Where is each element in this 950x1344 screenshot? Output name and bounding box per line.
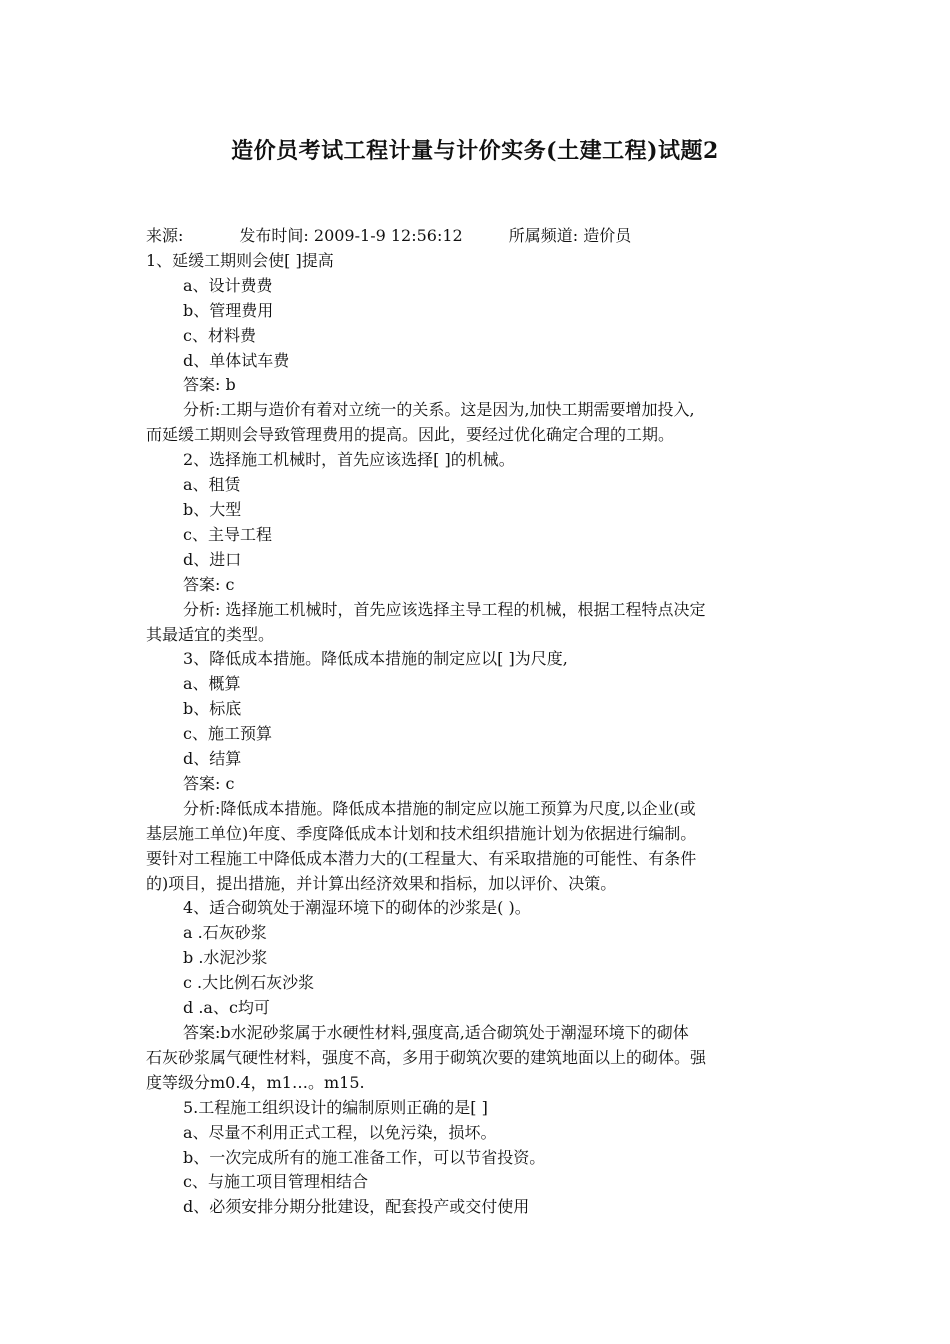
text-line: b .水泥沙浆 bbox=[183, 948, 268, 968]
text-line: 要针对工程施工中降低成本潜力大的(工程量大、有采取措施的可能性、有条件 bbox=[146, 848, 697, 868]
text-line: a、租赁 bbox=[183, 475, 241, 495]
text-line: a、尽量不利用正式工程，以免污染，损坏。 bbox=[183, 1122, 497, 1142]
text-line: a、概算 bbox=[183, 674, 241, 694]
text-line: 分析:工期与造价有着对立统一的关系。这是因为,加快工期需要增加投入, bbox=[183, 400, 695, 420]
text-line: 答案: c bbox=[183, 574, 235, 594]
text-line: c、施工预算 bbox=[183, 724, 272, 744]
question-list bbox=[146, 249, 810, 1220]
text-line: d、必须安排分期分批建设，配套投产或交付使用 bbox=[183, 1197, 530, 1217]
meta-published: 发布时间: 2009-1-9 12:56:12 bbox=[239, 226, 463, 245]
text-line: d、单体试车费 bbox=[183, 350, 290, 370]
meta-line bbox=[146, 224, 810, 249]
text-line: 答案: c bbox=[183, 773, 235, 793]
text-line: c、主导工程 bbox=[183, 524, 272, 544]
text-line: 4、适合砌筑处于潮湿环境下的砌体的沙浆是( )。 bbox=[183, 898, 531, 918]
text-line: a、设计费费 bbox=[183, 275, 273, 295]
text-line: d .a、c均可 bbox=[183, 998, 270, 1018]
text-line: d、进口 bbox=[183, 549, 242, 569]
text-line: a .石灰砂浆 bbox=[183, 923, 267, 943]
text-line: 基层施工单位)年度、季度降低成本计划和技术组织措施计划为依据进行编制。 bbox=[146, 823, 697, 843]
text-line: b、标底 bbox=[183, 699, 242, 719]
text-line: b、一次完成所有的施工准备工作，可以节省投资。 bbox=[183, 1147, 546, 1167]
meta-source: 来源: bbox=[146, 226, 184, 245]
text-line: 而延缓工期则会导致管理费用的提高。因此，要经过优化确定合理的工期。 bbox=[146, 425, 675, 445]
text-line: 分析:降低成本措施。降低成本措施的制定应以施工预算为尺度,以企业(或 bbox=[183, 798, 696, 818]
text-line: 分析: 选择施工机械时，首先应该选择主导工程的机械，根据工程特点决定 bbox=[183, 599, 706, 619]
text-line: 石灰砂浆属气硬性材料，强度不高，多用于砌筑次要的建筑地面以上的砌体。强 bbox=[146, 1047, 707, 1067]
text-line: 其最适宜的类型。 bbox=[146, 624, 275, 644]
text-line: c、与施工项目管理相结合 bbox=[183, 1172, 368, 1192]
text-line: 答案:b水泥砂浆属于水硬性材料,强度高,适合砌筑处于潮湿环境下的砌体 bbox=[183, 1023, 689, 1042]
text-line: 答案: b bbox=[183, 375, 236, 395]
document-body bbox=[146, 224, 810, 1220]
text-line: d、结算 bbox=[183, 749, 242, 769]
text-line: 度等级分m0.4，m1…。m15. bbox=[146, 1072, 365, 1092]
text-line: b、管理费用 bbox=[183, 300, 274, 320]
text-line: 1、延缓工期则会使[ ]提高 bbox=[146, 250, 334, 270]
text-line: b、大型 bbox=[183, 499, 242, 519]
text-line: 2、选择施工机械时，首先应该选择[ ]的机械。 bbox=[183, 450, 515, 470]
text-line: 的)项目，提出措施，并计算出经济效果和指标，加以评价、决策。 bbox=[146, 873, 617, 893]
meta-channel: 所属频道: 造价员 bbox=[508, 226, 632, 245]
text-line: c .大比例石灰沙浆 bbox=[183, 973, 315, 993]
page-title: 造价员考试工程计量与计价实务(土建工程)试题2 bbox=[231, 138, 719, 164]
text-line: 3、降低成本措施。降低成本措施的制定应以[ ]为尺度, bbox=[183, 649, 568, 669]
text-line: c、材料费 bbox=[183, 325, 256, 345]
text-line: 5.工程施工组织设计的编制原则正确的是[ ] bbox=[183, 1097, 488, 1117]
